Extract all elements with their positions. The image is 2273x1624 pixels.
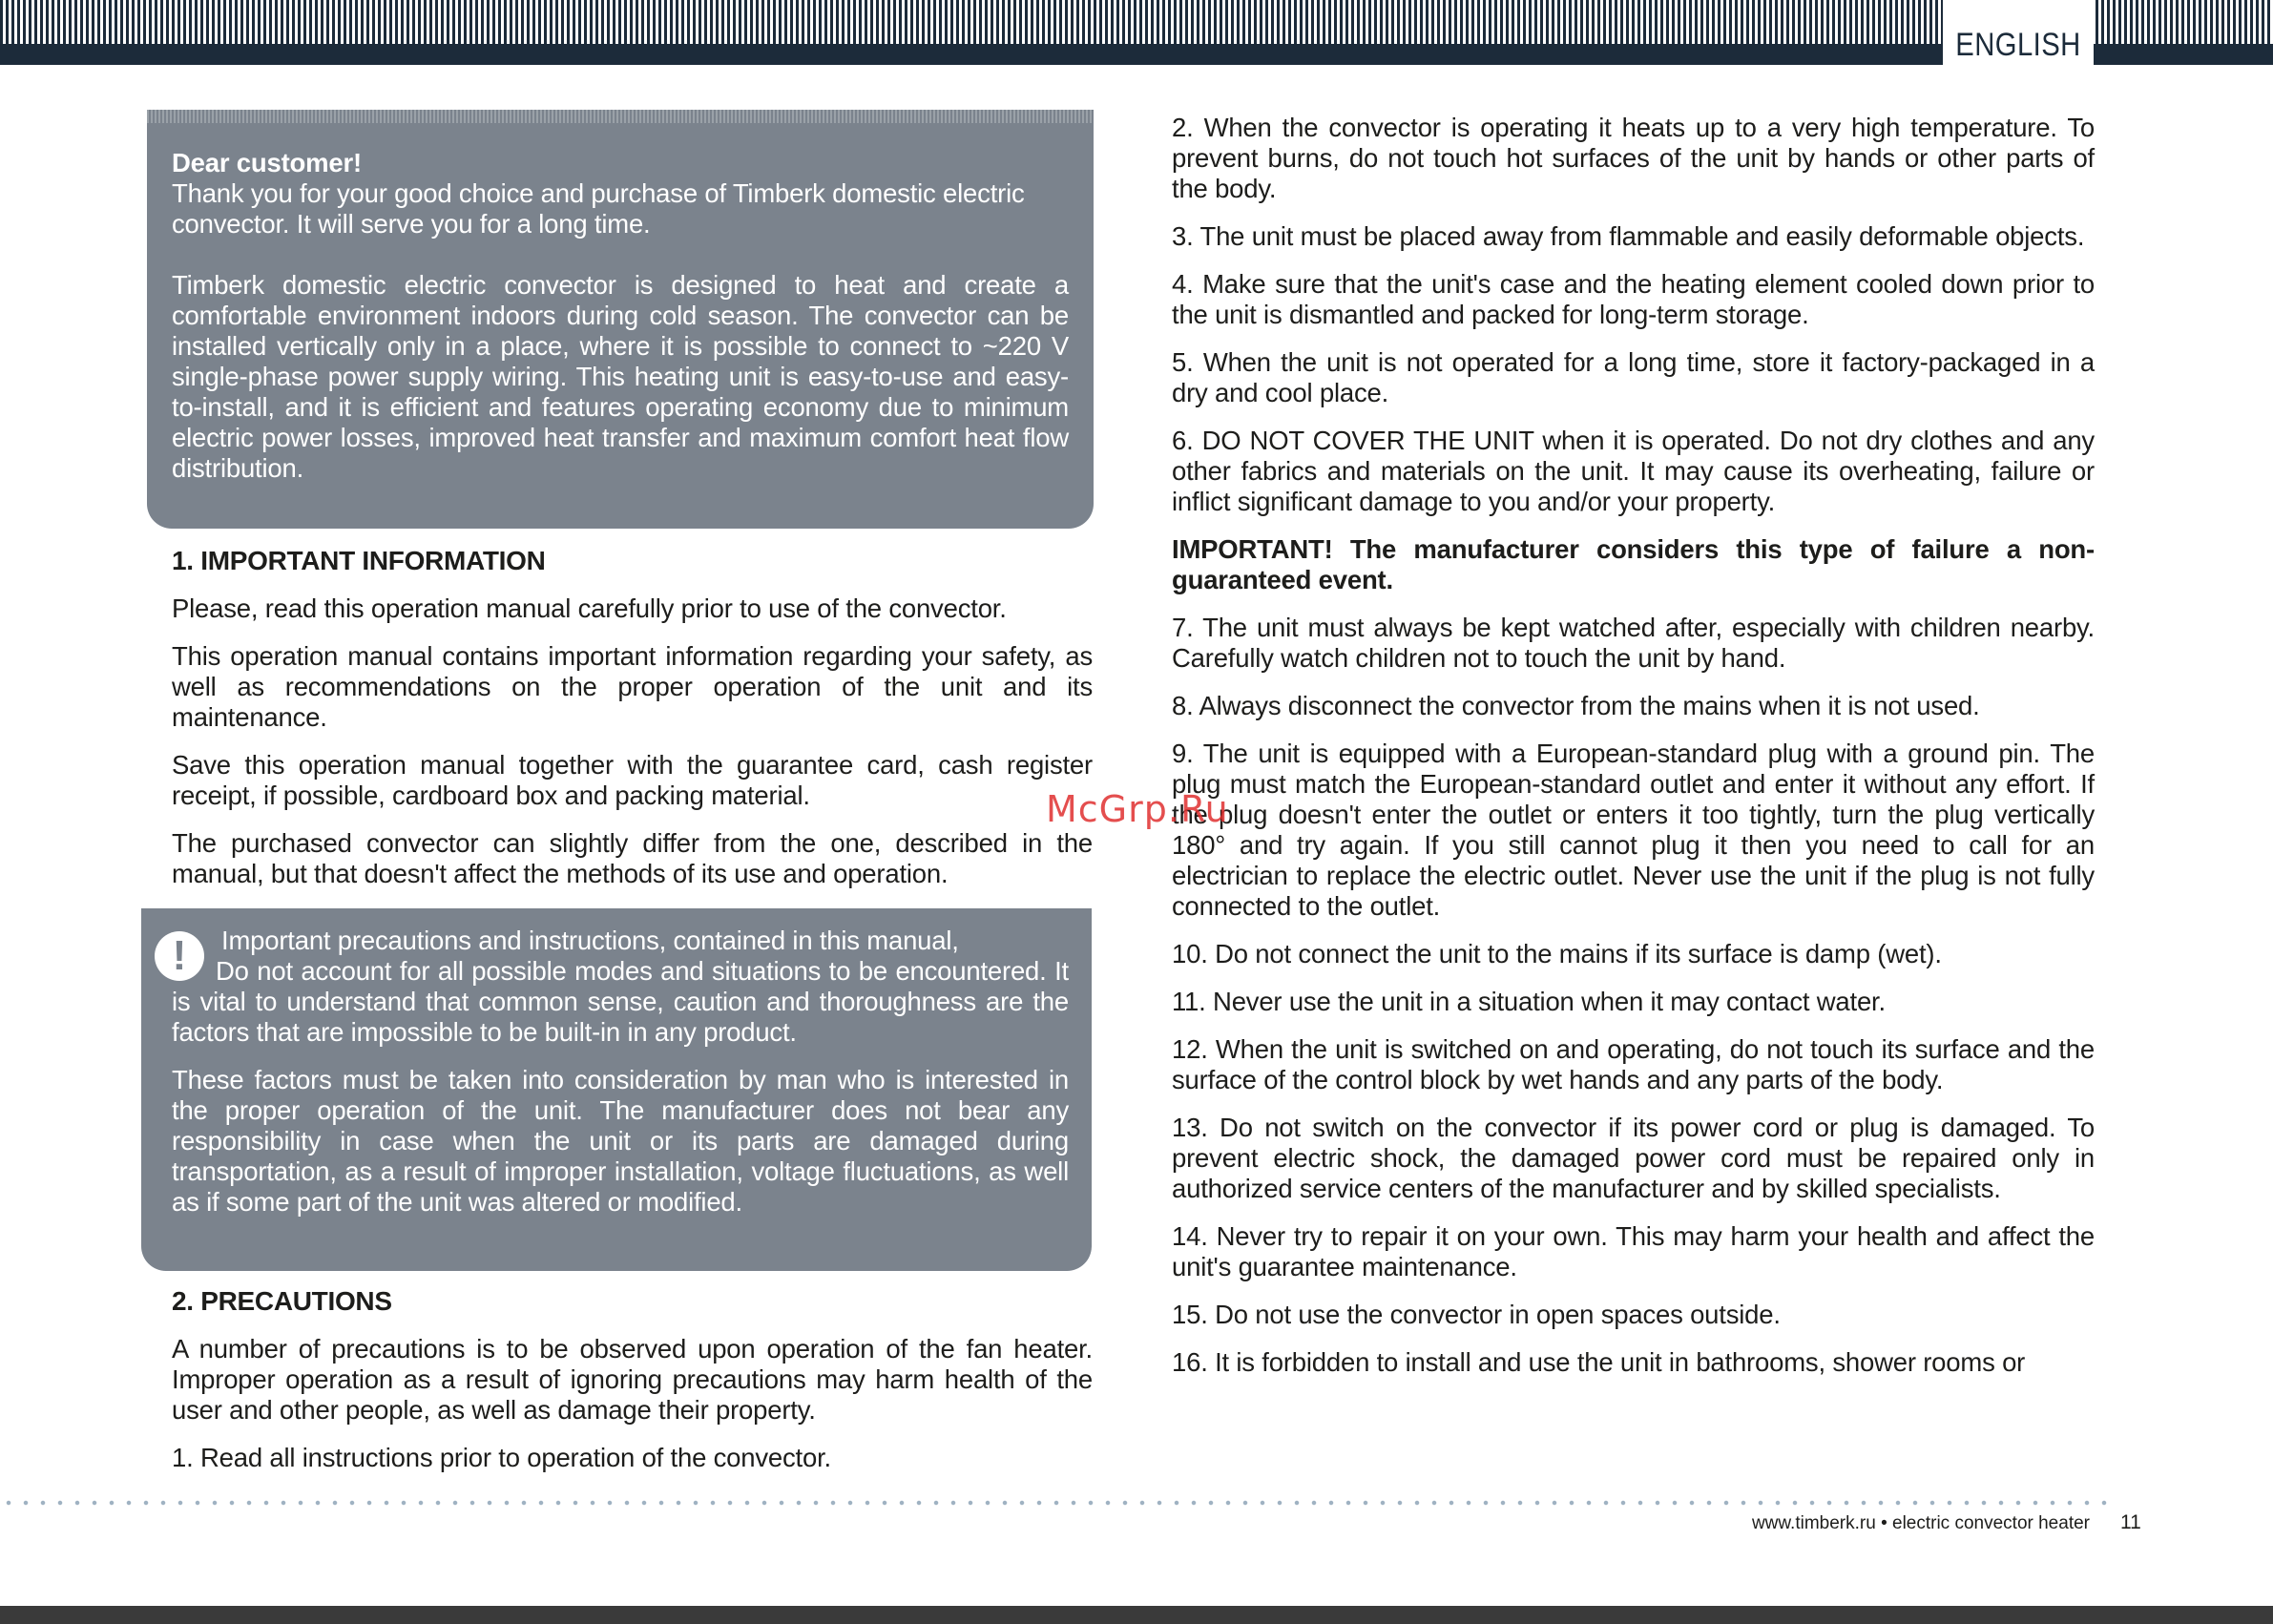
precaution-item: 6. DO NOT COVER THE UNIT when it is operated. Do not dry clothes and any other fabrics and materials on the unit. It may cause its overheating, failure or inflict significant damage to you and/or your property. xyxy=(1172,426,2095,516)
warning-paragraph2: These factors must be taken into consideration by man who is interested in the proper operation of the unit. The manufacturer does not bear any responsibility in case when the unit or its parts are damaged during transportation, as a result of improper installation, voltage fluctuations, as well as if some part of the unit was altered or modified. xyxy=(172,1065,1069,1217)
section1-title: 1. IMPORTANT INFORMATION xyxy=(172,546,546,575)
warning-line2: Do not account for all possible modes and situations to be encountered. It is vital to understand that common sense, caution and thoroughness are the factors that are impossible to be built-in in any product. xyxy=(172,956,1069,1047)
precaution-item: 9. The unit is equipped with a European-standard plug with a ground pin. The plug must match the European-standard outlet and enter it without any effort. If the plug doesn't enter the outlet or enters it too tightly, turn the plug vertically 180° and try again. If you still cannot plug it then you need to call for an electrician to replace the electric outlet. Never use the unit if the plug is not fully connected to the outlet. xyxy=(1172,739,2095,921)
intro-box-hatch xyxy=(147,110,1094,123)
precaution-item: 8. Always disconnect the convector from the mains when it is not used. xyxy=(1172,691,1980,720)
precaution-item: 1. Read all instructions prior to operation of the convector. xyxy=(172,1443,831,1472)
important-note: IMPORTANT! The manufacturer considers this type of failure a non-guaranteed event. xyxy=(1172,534,2095,594)
bottom-bar xyxy=(0,1606,2273,1624)
precaution-item: 11. Never use the unit in a situation when it may contact water. xyxy=(1172,987,1886,1016)
page-number: 11 xyxy=(2120,1511,2141,1533)
section2-body xyxy=(172,1334,1093,1490)
watermark: McGrp.Ru xyxy=(1046,788,1229,830)
warning-box xyxy=(141,908,1092,1271)
intro-box xyxy=(147,110,1094,529)
precaution-item: 15. Do not use the convector in open spaces outside. xyxy=(1172,1300,1781,1329)
warning-line1: Important precautions and instructions, contained in this manual, xyxy=(221,926,959,955)
section1-paragraph: This operation manual contains important information regarding your safety, as well as recommendations on the proper operation of the unit and its maintenance. xyxy=(172,641,1093,732)
section2-intro: A number of precautions is to be observed upon operation of the fan heater. Improper operation as a result of ignoring precautions may harm health of the user and other people, as well as damage their property. xyxy=(172,1334,1093,1425)
precaution-item: 14. Never try to repair it on your own. This may harm your health and affect the unit's guarantee maintenance. xyxy=(1172,1221,2095,1281)
section1-paragraph: Save this operation manual together with the guarantee card, cash register receipt, if possible, cardboard box and packing material. xyxy=(172,750,1093,810)
precaution-item: 13. Do not switch on the convector if its power cord or plug is damaged. To prevent electric shock, the damaged power cord must be repaired only in authorized service centers of the manufacturer and by skilled specialists. xyxy=(1172,1113,2095,1203)
intro-description: Timberk domestic electric convector is designed to heat and create a comfortable environment indoors during cold season. The convector can be installed vertically only in a place, where it is possible to connect to ~220 V single-phase power supply wiring. This heating unit is easy-to-use and easy-to-install, and it is efficient and features operating economy due to minimum electric power losses, improved heat transfer and maximum comfort heat flow distribution. xyxy=(172,270,1069,483)
language-label: ENGLISH xyxy=(1955,27,2081,63)
section2-title: 2. PRECAUTIONS xyxy=(172,1286,392,1316)
precaution-item: 4. Make sure that the unit's case and the heating element cooled down prior to the unit is dismantled and packed for long-term storage. xyxy=(1172,269,2095,329)
footer-site-text: www.timberk.ru • electric convector heater xyxy=(1751,1513,2090,1533)
section1-paragraph: Please, read this operation manual carefully prior to use of the convector. xyxy=(172,593,1007,623)
precaution-item: 7. The unit must always be kept watched after, especially with children nearby. Carefully watch children not to touch the unit by hand. xyxy=(1172,613,2095,673)
precaution-item: 3. The unit must be placed away from flammable and easily deformable objects. xyxy=(1172,221,2085,251)
intro-thanks: Thank you for your good choice and purchase of Timberk domestic electric convector. It will serve you for a long time. xyxy=(172,178,1025,239)
footer-dotted-divider xyxy=(0,1500,2109,1506)
precaution-item: 10. Do not connect the unit to the mains if its surface is damp (wet). xyxy=(1172,939,1942,968)
precaution-item: 2. When the convector is operating it heats up to a very high temperature. To prevent burns, do not touch hot surfaces of the unit by hands or other parts of the body. xyxy=(1172,113,2095,203)
precaution-item: 5. When the unit is not operated for a long time, store it factory-packaged in a dry and cool place. xyxy=(1172,347,2095,407)
right-column xyxy=(1172,113,2095,1395)
section1-body xyxy=(172,593,1093,906)
section1-paragraph: The purchased convector can slightly differ from the one, described in the manual, but that doesn't affect the methods of its use and operation. xyxy=(172,828,1093,888)
precaution-item: 16. It is forbidden to install and use the unit in bathrooms, shower rooms or xyxy=(1172,1347,2026,1377)
exclamation-icon: ! xyxy=(155,931,204,981)
precaution-item: 12. When the unit is switched on and operating, do not touch its surface and the surface of the control block by wet hands and any parts of the body. xyxy=(1172,1034,2095,1094)
greeting: Dear customer! xyxy=(172,148,362,177)
header-banner xyxy=(0,0,2273,65)
